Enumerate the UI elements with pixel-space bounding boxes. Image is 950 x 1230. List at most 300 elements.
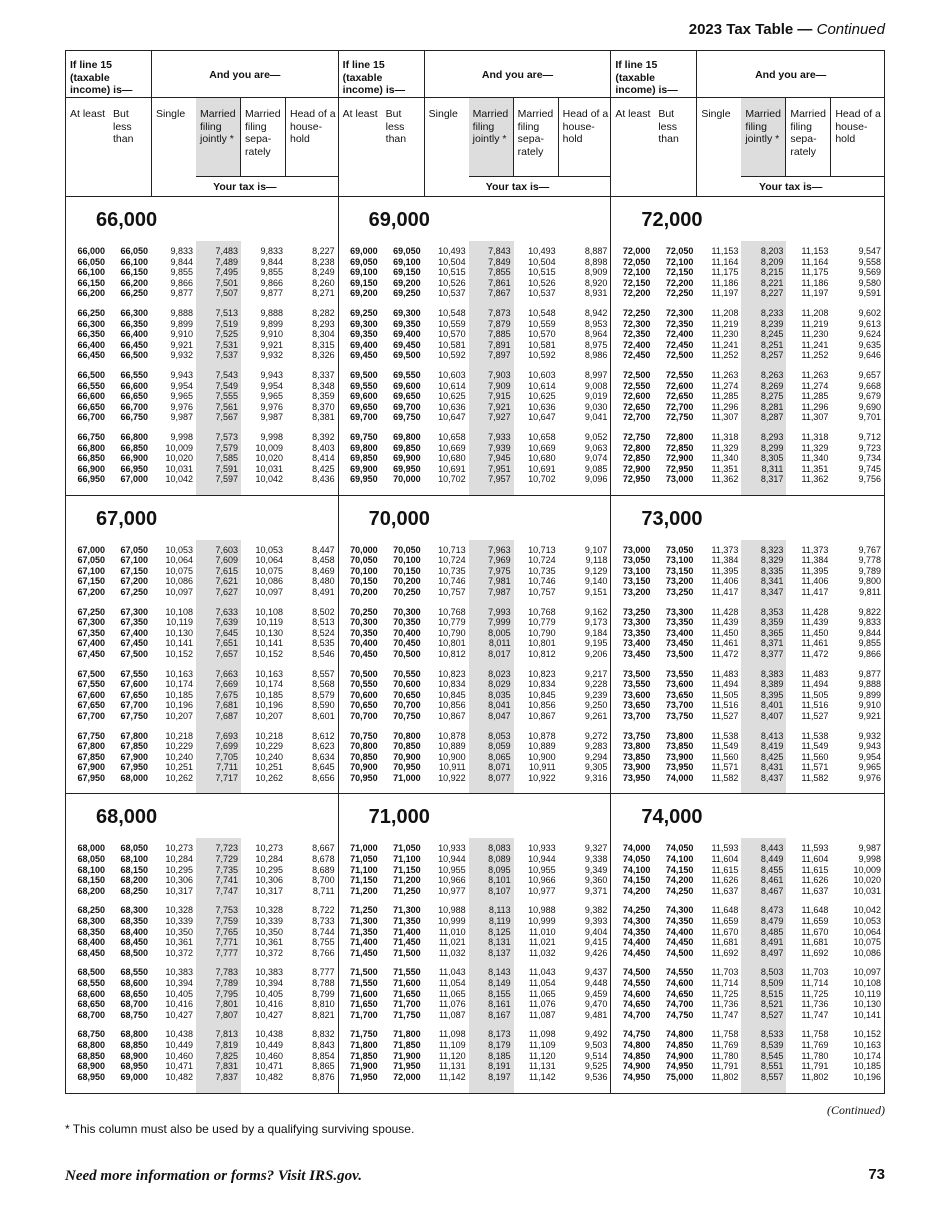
mfj-tax-cell: 8,041 [488,700,511,711]
but-less-than-cell: 72,000 [393,1071,421,1082]
at-least-cell: 73,050 [622,555,651,566]
mfs-tax-cell: 10,163 [255,668,283,679]
hoh-tax-cell: 9,492 [584,1029,608,1040]
single-tax-cell: 10,570 [438,329,466,340]
but-less-than-cell: 69,050 [393,246,421,256]
at-least-cell: 68,200 [77,885,105,896]
column-header [339,51,611,197]
mfs-tax-cell: 11,758 [801,1029,829,1040]
but-less-than-cell: 69,600 [393,380,421,391]
table-row [66,865,338,876]
row-group [339,246,611,299]
mfs-tax-cell: 10,361 [255,937,283,948]
mfs-tax-cell: 11,505 [801,689,829,700]
table-row [339,700,611,711]
single-tax-cell: 10,779 [438,617,466,628]
table-row [611,308,884,319]
table-row [66,711,338,722]
single-tax-cell: 11,131 [438,1061,466,1072]
single-tax-cell: 9,855 [170,267,193,278]
mfs-tax-cell: 10,856 [528,700,556,711]
mfs-tax-cell: 11,406 [801,576,829,587]
hoh-tax-cell: 8,260 [312,277,335,288]
single-tax-cell: 10,207 [165,711,193,722]
mfj-tax-cell: 7,615 [215,565,238,576]
at-least-cell: 73,100 [622,565,651,576]
but-less-than-cell: 70,400 [393,627,421,638]
hoh-tax-cell: 9,635 [858,339,882,350]
single-tax-cell: 9,844 [170,256,193,267]
mfs-tax-cell: 9,987 [260,412,283,423]
at-least-cell: 72,800 [622,442,651,453]
single-tax-cell: 11,802 [711,1071,739,1082]
table-row [339,576,611,587]
at-least-cell: 73,650 [622,700,651,711]
row-group [66,1029,338,1082]
table-row [66,464,338,475]
at-least-cell: 71,150 [350,875,378,886]
at-least-cell: 66,900 [77,463,105,474]
table-row [66,854,338,865]
income-section [339,197,611,496]
at-least-cell: 69,900 [350,463,378,474]
but-less-than-cell: 66,550 [120,370,148,380]
but-less-than-cell: 72,600 [665,380,694,391]
hoh-tax-cell: 9,162 [584,606,608,617]
mfs-tax-cell: 11,571 [801,762,829,773]
but-less-than-cell: 69,900 [393,453,421,464]
table-row [339,474,611,485]
mfs-tax-cell: 10,922 [528,773,556,784]
single-tax-cell: 11,637 [711,885,739,896]
at-least-cell: 67,700 [77,711,105,722]
hoh-tax-cell: 9,525 [584,1061,608,1072]
table-row [611,638,884,649]
mfs-tax-cell: 11,527 [801,711,829,722]
table-row [66,617,338,628]
table-row [339,566,611,577]
table-row [611,875,884,886]
row-group [611,308,884,361]
mfs-tax-cell: 10,471 [255,1061,283,1072]
mfj-tax-cell: 7,501 [215,277,238,288]
hoh-tax-cell: 8,337 [312,370,335,380]
table-row [339,381,611,392]
single-tax-cell: 10,746 [438,576,466,587]
but-less-than-cell: 73,700 [665,700,694,711]
mfs-tax-cell: 11,483 [801,668,829,679]
table-row [66,752,338,763]
mfs-tax-cell: 10,504 [528,256,556,267]
but-less-than-cell: 71,700 [393,999,421,1010]
mfj-tax-cell: 7,555 [215,391,238,402]
if-line-header: If line 15 (taxable income) is— [66,51,152,98]
hoh-tax-cell: 9,327 [584,843,608,854]
mfs-tax-cell: 10,691 [528,463,556,474]
table-row [66,350,338,361]
mfj-tax-cell: 8,161 [488,999,511,1010]
hoh-tax-cell: 9,778 [858,555,882,566]
at-least-cell: 67,600 [77,689,105,700]
mfs-tax-cell: 10,592 [528,350,556,361]
mfj-tax-cell: 7,825 [215,1050,238,1061]
income-section [611,197,884,496]
hoh-tax-cell: 8,755 [312,937,335,948]
at-least-cell: 71,200 [350,885,378,896]
mfs-tax-cell: 11,417 [801,587,829,598]
hoh-tax-cell: 8,909 [584,267,608,278]
but-less-than-cell: 73,050 [665,544,694,555]
hoh-tax-cell: 9,602 [858,308,882,318]
at-least-cell: 67,500 [77,668,105,679]
single-tax-cell: 11,681 [711,937,739,948]
at-least-cell: 68,050 [77,853,105,864]
but-less-than-cell: 72,350 [665,318,694,329]
at-least-cell: 66,150 [77,277,105,288]
but-less-than-cell: 69,800 [393,432,421,442]
mfj-tax-cell: 8,341 [760,576,784,587]
single-tax-cell: 11,120 [438,1050,466,1061]
at-least-cell: 73,600 [622,689,651,700]
single-tax-cell: 10,427 [165,1009,193,1020]
single-tax-cell: 11,186 [711,277,739,288]
at-least-cell: 66,850 [77,453,105,464]
but-less-than-cell: 74,900 [665,1050,694,1061]
at-least-cell: 72,900 [622,463,651,474]
mfs-tax-cell: 10,240 [255,751,283,762]
mfj-tax-cell: 8,461 [760,875,784,886]
mfj-tax-cell: 7,999 [488,617,511,628]
but-less-than-cell: 70,650 [393,689,421,700]
table-row [339,278,611,289]
table-row [66,843,338,854]
mfs-tax-cell: 9,866 [260,277,283,288]
but-less-than-cell: 71,350 [393,915,421,926]
hoh-tax-cell: 9,558 [858,256,882,267]
single-tax-cell: 10,801 [438,638,466,649]
hoh-tax-cell: 9,514 [584,1050,608,1061]
single-tax-cell: 11,076 [438,999,466,1010]
single-tax-cell: 10,812 [438,649,466,660]
but-less-than-cell: 74,950 [665,1061,694,1072]
mfs-tax-cell: 10,482 [255,1071,283,1082]
income-section [66,794,338,1093]
single-tax-cell: 10,636 [438,401,466,412]
single-tax-cell: 10,724 [438,555,466,566]
table-row [66,432,338,443]
hoh-tax-cell: 9,723 [858,442,882,453]
single-tax-cell: 10,999 [438,915,466,926]
but-less-than-cell: 72,650 [665,391,694,402]
at-least-cell: 70,000 [350,544,378,555]
but-less-than-cell: 68,100 [120,853,148,864]
table-row [66,1051,338,1062]
but-less-than-cell: 67,200 [120,576,148,587]
mfs-header: Married filing sepa- rately [241,98,286,177]
but-less-than-header: But less than [654,98,697,197]
single-tax-cell: 10,119 [166,617,193,628]
table-row [66,762,338,773]
hoh-tax-cell: 8,953 [584,318,608,329]
row-group [66,370,338,423]
table-row [611,886,884,897]
hoh-tax-cell: 8,227 [312,246,335,256]
but-less-than-cell: 70,100 [393,555,421,566]
mfs-tax-cell: 11,230 [801,329,829,340]
table-row [611,329,884,340]
hoh-tax-cell: 8,876 [312,1071,335,1082]
mfj-tax-cell: 7,897 [488,350,511,361]
table-row [339,628,611,639]
mfs-tax-cell: 11,329 [801,442,829,453]
row-group [339,607,611,660]
at-least-cell: 69,100 [350,267,378,278]
hoh-tax-cell: 9,382 [584,905,608,916]
single-tax-cell: 9,998 [170,432,193,442]
table-row [339,432,611,443]
table-row [66,329,338,340]
mfs-tax-cell: 9,998 [260,432,283,442]
table-row [66,443,338,454]
at-least-cell: 71,800 [350,1039,378,1050]
mfj-tax-cell: 8,293 [760,432,784,442]
at-least-cell: 73,500 [622,668,651,679]
mfs-tax-cell: 10,537 [528,288,556,299]
mfs-tax-cell: 11,769 [801,1039,829,1050]
table-row [66,340,338,351]
hoh-tax-cell: 8,689 [312,864,335,875]
table-row [339,669,611,680]
mfj-tax-cell: 8,167 [488,1009,511,1020]
at-least-cell: 67,850 [77,751,105,762]
at-least-cell: 67,950 [77,773,105,784]
mfs-tax-cell: 10,273 [255,843,283,854]
at-least-cell: 68,100 [77,864,105,875]
single-tax-cell: 11,538 [711,730,739,741]
but-less-than-cell: 66,300 [120,308,148,318]
single-tax-cell: 11,010 [438,926,466,937]
mfj-tax-cell: 7,669 [215,679,238,690]
mfs-tax-cell: 10,614 [528,380,556,391]
table-row [611,474,884,485]
table-row [66,989,338,1000]
single-tax-cell: 11,659 [711,915,739,926]
if-line-header: If line 15 (taxable income) is— [611,51,697,98]
mfj-tax-cell: 8,191 [488,1061,511,1072]
mfs-tax-cell: 10,867 [528,711,556,722]
single-tax-cell: 11,087 [438,1009,466,1020]
section-heading: 67,000 [96,507,158,530]
at-least-cell: 66,000 [77,246,105,256]
table-panel [66,51,339,1093]
mfs-tax-cell: 10,383 [255,967,283,978]
table-row [339,350,611,361]
at-least-cell: 72,850 [622,453,651,464]
mfj-tax-cell: 7,525 [215,329,238,340]
mfs-tax-cell: 11,538 [801,730,829,741]
mfj-tax-cell: 7,543 [215,370,238,380]
table-row [339,638,611,649]
mfs-tax-cell: 10,064 [255,555,283,566]
single-tax-cell: 10,339 [165,915,193,926]
mfj-tax-cell: 8,407 [760,711,784,722]
row-group [339,308,611,361]
at-least-cell: 70,650 [350,700,378,711]
but-less-than-cell: 67,650 [120,689,148,700]
mfj-tax-cell: 8,089 [488,853,511,864]
mfj-tax-cell: 7,657 [215,649,238,660]
mfj-tax-cell: 7,819 [215,1039,238,1050]
section-heading: 72,000 [641,209,703,231]
single-tax-cell: 10,966 [438,875,466,886]
at-least-cell: 69,800 [350,442,378,453]
at-least-cell: 69,200 [350,288,378,299]
but-less-than-cell: 69,450 [393,339,421,350]
hoh-tax-cell: 9,272 [584,730,608,741]
but-less-than-cell: 69,950 [393,463,421,474]
but-less-than-cell: 67,950 [120,762,148,773]
hoh-tax-cell: 9,415 [584,937,608,948]
but-less-than-cell: 66,950 [120,463,148,474]
at-least-cell: 67,300 [77,617,105,628]
single-tax-cell: 10,856 [438,700,466,711]
single-tax-cell: 9,899 [170,318,193,329]
mfs-tax-cell: 10,119 [256,617,283,628]
mfs-tax-cell: 11,802 [801,1071,829,1082]
mfj-tax-cell: 8,413 [760,730,784,741]
single-tax-cell: 10,053 [165,544,193,555]
mfj-tax-cell: 8,473 [760,905,784,916]
single-tax-cell: 10,878 [438,730,466,741]
mfs-tax-cell: 10,625 [528,391,556,402]
but-less-than-cell: 71,050 [393,843,421,854]
hoh-tax-cell: 9,866 [858,649,882,660]
table-row [611,391,884,402]
table-row [611,412,884,423]
mfj-tax-cell: 7,939 [488,442,511,453]
hoh-tax-cell: 8,975 [584,339,608,350]
mfj-tax-cell: 7,645 [215,627,238,638]
hoh-tax-cell: 8,942 [584,308,608,318]
table-row [339,886,611,897]
but-less-than-cell: 70,050 [393,544,421,555]
mfj-tax-cell: 7,879 [488,318,511,329]
table-row [611,927,884,938]
table-row [339,1051,611,1062]
table-row [339,1029,611,1040]
at-least-cell: 74,050 [622,853,651,864]
at-least-cell: 67,350 [77,627,105,638]
at-least-cell: 71,550 [350,977,378,988]
table-row [339,288,611,299]
hoh-tax-cell: 8,524 [312,627,335,638]
mfj-tax-cell: 7,627 [215,587,238,598]
mfs-tax-cell: 11,615 [801,864,829,875]
hoh-tax-cell: 9,899 [858,689,882,700]
mfj-tax-cell: 7,933 [488,432,511,442]
but-less-than-cell: 66,050 [120,246,148,256]
but-less-than-cell: 69,750 [393,412,421,423]
mfj-tax-cell: 8,065 [488,751,511,762]
table-row [339,257,611,268]
table-row [66,545,338,556]
table-row [339,905,611,916]
at-least-cell: 69,700 [350,412,378,423]
section-heading: 69,000 [368,209,430,231]
mfj-tax-cell: 8,101 [488,875,511,886]
hoh-tax-cell: 8,414 [312,453,335,464]
at-least-cell: 73,950 [622,773,651,784]
but-less-than-cell: 67,000 [120,474,148,485]
but-less-than-cell: 73,650 [665,689,694,700]
but-less-than-cell: 71,750 [393,1009,421,1020]
but-less-than-cell: 71,800 [393,1029,421,1040]
mfs-tax-cell: 11,428 [801,606,829,617]
but-less-than-cell: 74,700 [665,999,694,1010]
at-least-cell: 70,250 [350,606,378,617]
table-row [339,329,611,340]
row-group [611,1029,884,1082]
at-least-cell: 73,150 [622,576,651,587]
mfj-tax-cell: 7,867 [488,288,511,299]
mfs-tax-cell: 9,888 [260,308,283,318]
mfs-header: Married filing sepa- rately [514,98,559,177]
at-least-cell: 73,000 [622,544,651,555]
single-tax-cell: 10,548 [438,308,466,318]
but-less-than-cell: 73,200 [665,576,694,587]
mfs-tax-cell: 11,494 [801,679,829,690]
at-least-cell: 70,550 [350,679,378,690]
hoh-tax-cell: 9,107 [584,544,608,555]
mfs-tax-cell: 9,844 [260,256,283,267]
single-tax-cell: 11,241 [711,339,739,350]
single-tax-cell: 10,900 [438,751,466,762]
row-group [611,905,884,958]
mfj-tax-cell: 7,651 [215,638,238,649]
single-tax-cell: 10,174 [165,679,193,690]
table-row [339,865,611,876]
hoh-tax-cell: 9,437 [584,967,608,978]
but-less-than-cell: 73,150 [665,565,694,576]
single-tax-cell: 10,031 [165,463,193,474]
hoh-tax-cell: 8,326 [312,350,335,361]
mfs-tax-cell: 9,943 [260,370,283,380]
mfs-tax-cell: 11,043 [528,967,556,978]
table-row [339,773,611,784]
table-row [339,1072,611,1083]
mfs-tax-cell: 11,285 [801,391,829,402]
table-row [66,978,338,989]
single-tax-cell: 10,152 [165,649,193,660]
at-least-cell: 68,400 [77,937,105,948]
table-row [66,999,338,1010]
mfj-tax-cell: 8,305 [760,453,784,464]
at-least-cell: 74,900 [622,1061,651,1072]
mfj-tax-cell: 8,383 [760,668,784,679]
row-group [339,669,611,722]
mfs-tax-cell: 11,153 [801,246,829,256]
hoh-tax-cell: 8,458 [312,555,335,566]
mfs-tax-cell: 11,142 [528,1071,556,1082]
mfs-tax-cell: 10,757 [528,587,556,598]
table-row [611,762,884,773]
hoh-tax-cell: 9,250 [584,700,608,711]
mfj-tax-cell: 8,437 [760,773,784,784]
mfj-tax-cell: 7,981 [488,576,511,587]
mfs-tax-cell: 10,031 [255,463,283,474]
mfj-tax-cell: 7,831 [215,1061,238,1072]
but-less-than-cell: 73,100 [665,555,694,566]
